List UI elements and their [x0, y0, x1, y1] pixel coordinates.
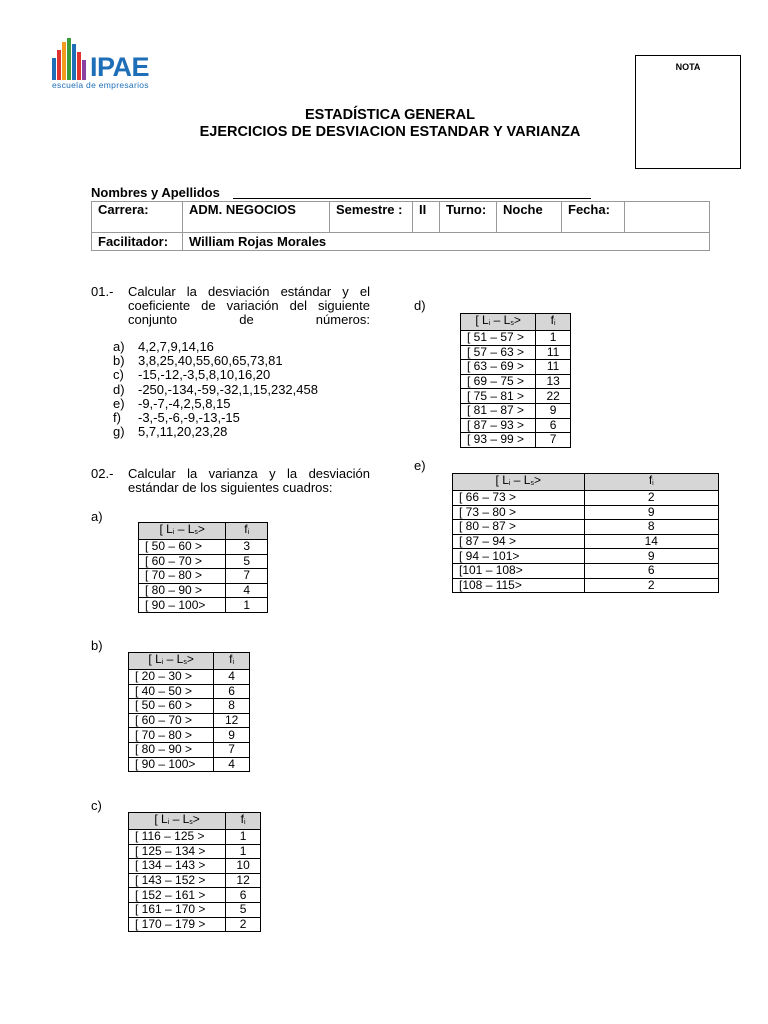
frequency-header: $f_i$ — [226, 813, 261, 830]
interval-cell: [ 170 – 179 > — [129, 917, 226, 932]
interval-cell: [ 87 – 93 > — [461, 418, 536, 433]
frequency-cell: 13 — [536, 374, 571, 389]
interval-cell: [ 94 – 101> — [453, 549, 585, 564]
q2-text: Calcular la varianza y la desviación estándar de los siguientes cuadros: — [128, 466, 370, 495]
frequency-table-d — [460, 313, 571, 448]
interval-cell: [ 63 – 69 > — [461, 360, 536, 375]
frequency-cell: 11 — [536, 360, 571, 375]
frequency-cell: 4 — [226, 583, 268, 598]
frequency-cell: 6 — [226, 888, 261, 903]
frequency-cell: 10 — [226, 859, 261, 874]
semestre-label: Semestre : — [330, 202, 413, 233]
table-row — [129, 742, 250, 757]
nota-box — [635, 55, 741, 169]
interval-cell: [ 90 – 100> — [139, 598, 226, 613]
frequency-cell: 7 — [226, 569, 268, 584]
table-header-row — [139, 523, 268, 540]
interval-header: [ $L_i - L_s>$ — [453, 474, 585, 491]
frequency-cell: 12 — [226, 873, 261, 888]
names-label: Nombres y Apellidos — [91, 185, 220, 200]
table-e-label: e) — [414, 458, 426, 473]
interval-cell: [ 70 – 80 > — [139, 569, 226, 584]
table-row — [139, 569, 268, 584]
frequency-header: $f_i$ — [536, 314, 571, 331]
frequency-table-a — [138, 522, 268, 613]
frequency-cell: 7 — [214, 742, 250, 757]
table-row — [453, 549, 719, 564]
frequency-cell: 9 — [584, 549, 718, 564]
frequency-cell: 11 — [536, 345, 571, 360]
interval-cell: [ 93 – 99 > — [461, 433, 536, 448]
list-item: d) -250,-134,-59,-32,1,15,232,458 — [113, 381, 318, 397]
interval-cell: [ 73 – 80 > — [453, 505, 585, 520]
list-item: b) 3,8,25,40,55,60,65,73,81 — [113, 353, 283, 369]
table-d-label: d) — [414, 298, 426, 313]
frequency-cell: 9 — [536, 403, 571, 418]
table-row — [129, 728, 250, 743]
table-row — [461, 331, 571, 346]
frequency-cell: 4 — [214, 670, 250, 685]
table-row — [129, 713, 250, 728]
table-header-row — [453, 474, 719, 491]
table-row — [139, 554, 268, 569]
logo-bars-icon — [52, 38, 86, 80]
table-row — [453, 563, 719, 578]
frequency-header: $f_i$ — [584, 474, 718, 491]
frequency-cell: 5 — [226, 902, 261, 917]
interval-cell: [ 116 – 125 > — [129, 830, 226, 845]
q1-list — [113, 340, 318, 439]
table-header-row — [129, 813, 261, 830]
carrera-label: Carrera: — [92, 202, 183, 233]
table-row — [453, 520, 719, 535]
table-row — [129, 684, 250, 699]
frequency-cell: 2 — [226, 917, 261, 932]
interval-cell: [ 75 – 81 > — [461, 389, 536, 404]
frequency-header: $f_i$ — [226, 523, 268, 540]
table-header-row — [461, 314, 571, 331]
fecha-label: Fecha: — [562, 202, 625, 233]
interval-cell: [ 57 – 63 > — [461, 345, 536, 360]
frequency-cell: 8 — [214, 699, 250, 714]
logo-name: IPAE — [90, 52, 150, 82]
logo-tagline: escuela de empresarios — [52, 80, 149, 90]
table-row — [461, 345, 571, 360]
table-row — [129, 873, 261, 888]
list-item: a) 4,2,7,9,14,16 — [113, 339, 214, 354]
frequency-cell: 8 — [584, 520, 718, 535]
frequency-table-c — [128, 812, 261, 932]
table-row — [129, 902, 261, 917]
names-input-line[interactable] — [233, 198, 591, 199]
table-c-label: c) — [91, 798, 102, 813]
table-row — [453, 578, 719, 593]
table-header-row — [129, 653, 250, 670]
table-row — [129, 859, 261, 874]
table-row — [461, 403, 571, 418]
interval-cell: [ 80 – 90 > — [129, 742, 214, 757]
facilitador-label: Facilitador: — [92, 233, 183, 251]
q2-number: 02.- — [91, 466, 114, 481]
interval-cell: [101 – 108> — [453, 563, 585, 578]
table-row — [129, 699, 250, 714]
frequency-cell: 2 — [584, 578, 718, 593]
frequency-table-e — [452, 473, 719, 593]
interval-cell: [ 50 – 60 > — [129, 699, 214, 714]
table-row — [461, 433, 571, 448]
page-subtitle: EJERCICIOS DE DESVIACION ESTANDAR Y VARIANZA — [199, 124, 581, 140]
frequency-cell: 5 — [226, 554, 268, 569]
interval-cell: [ 60 – 70 > — [139, 554, 226, 569]
interval-cell: [ 134 – 143 > — [129, 859, 226, 874]
frequency-cell: 6 — [214, 684, 250, 699]
table-row — [139, 583, 268, 598]
fecha-value[interactable] — [625, 202, 710, 233]
frequency-cell: 2 — [584, 491, 718, 506]
frequency-cell: 3 — [226, 540, 268, 555]
table-row — [129, 757, 250, 772]
frequency-cell: 6 — [584, 563, 718, 578]
frequency-cell: 6 — [536, 418, 571, 433]
list-item: c) -15,-12,-3,5,8,10,16,20 — [113, 367, 271, 383]
table-row — [453, 491, 719, 506]
interval-cell: [ 81 – 87 > — [461, 403, 536, 418]
list-item: f) -3,-5,-6,-9,-13,-15 — [113, 410, 240, 426]
ipae-logo — [52, 38, 172, 93]
interval-cell: [ 161 – 170 > — [129, 902, 226, 917]
table-row — [139, 598, 268, 613]
interval-cell: [ 66 – 73 > — [453, 491, 585, 506]
semestre-value: II — [413, 202, 440, 233]
list-item: g) 5,7,11,20,23,28 — [113, 424, 228, 440]
table-row — [129, 917, 261, 932]
frequency-cell: 12 — [214, 713, 250, 728]
interval-header: [ $L_i - L_s>$ — [129, 813, 226, 830]
frequency-cell: 1 — [226, 830, 261, 845]
interval-cell: [ 87 – 94 > — [453, 534, 585, 549]
list-item: e) -9,-7,-4,2,5,8,15 — [113, 395, 231, 411]
table-b-label: b) — [91, 638, 103, 653]
nota-label: NOTA — [675, 62, 701, 72]
q1-text: Calcular la desviación estándar y el coeficiente de variación del siguiente conjunto de números: — [128, 284, 370, 327]
interval-cell: [ 125 – 134 > — [129, 844, 226, 859]
table-row — [129, 888, 261, 903]
interval-cell: [ 50 – 60 > — [139, 540, 226, 555]
frequency-cell: 22 — [536, 389, 571, 404]
table-row — [453, 534, 719, 549]
table-row — [461, 374, 571, 389]
interval-cell: [ 70 – 80 > — [129, 728, 214, 743]
frequency-cell: 9 — [584, 505, 718, 520]
interval-cell: [ 152 – 161 > — [129, 888, 226, 903]
q1-number: 01.- — [91, 284, 114, 299]
interval-header: [ $L_i - L_s>$ — [461, 314, 536, 331]
interval-cell: [ 69 – 75 > — [461, 374, 536, 389]
interval-header: [ $L_i - L_s>$ — [139, 523, 226, 540]
interval-cell: [ 90 – 100> — [129, 757, 214, 772]
table-row — [129, 844, 261, 859]
facilitador-value: William Rojas Morales — [183, 233, 710, 251]
interval-header: [ $L_i - L_s>$ — [129, 653, 214, 670]
table-row — [461, 418, 571, 433]
frequency-cell: 1 — [226, 598, 268, 613]
interval-cell: [ 143 – 152 > — [129, 873, 226, 888]
carrera-value: ADM. NEGOCIOS — [183, 202, 330, 233]
frequency-cell: 9 — [214, 728, 250, 743]
table-row — [129, 830, 261, 845]
interval-cell: [ 80 – 87 > — [453, 520, 585, 535]
table-row — [453, 505, 719, 520]
page-title: ESTADÍSTICA GENERAL — [305, 107, 475, 123]
table-row — [129, 670, 250, 685]
frequency-header: $f_i$ — [214, 653, 250, 670]
frequency-cell: 4 — [214, 757, 250, 772]
table-a-label: a) — [91, 509, 103, 524]
frequency-cell: 7 — [536, 433, 571, 448]
interval-cell: [108 – 115> — [453, 578, 585, 593]
turno-value: Noche — [497, 202, 562, 233]
interval-cell: [ 20 – 30 > — [129, 670, 214, 685]
interval-cell: [ 40 – 50 > — [129, 684, 214, 699]
table-row — [461, 360, 571, 375]
interval-cell: [ 80 – 90 > — [139, 583, 226, 598]
frequency-cell: 1 — [226, 844, 261, 859]
interval-cell: [ 51 – 57 > — [461, 331, 536, 346]
frequency-cell: 1 — [536, 331, 571, 346]
interval-cell: [ 60 – 70 > — [129, 713, 214, 728]
turno-label: Turno: — [440, 202, 497, 233]
table-row — [461, 389, 571, 404]
info-table — [91, 201, 710, 251]
table-row — [139, 540, 268, 555]
frequency-table-b — [128, 652, 250, 772]
frequency-cell: 14 — [584, 534, 718, 549]
